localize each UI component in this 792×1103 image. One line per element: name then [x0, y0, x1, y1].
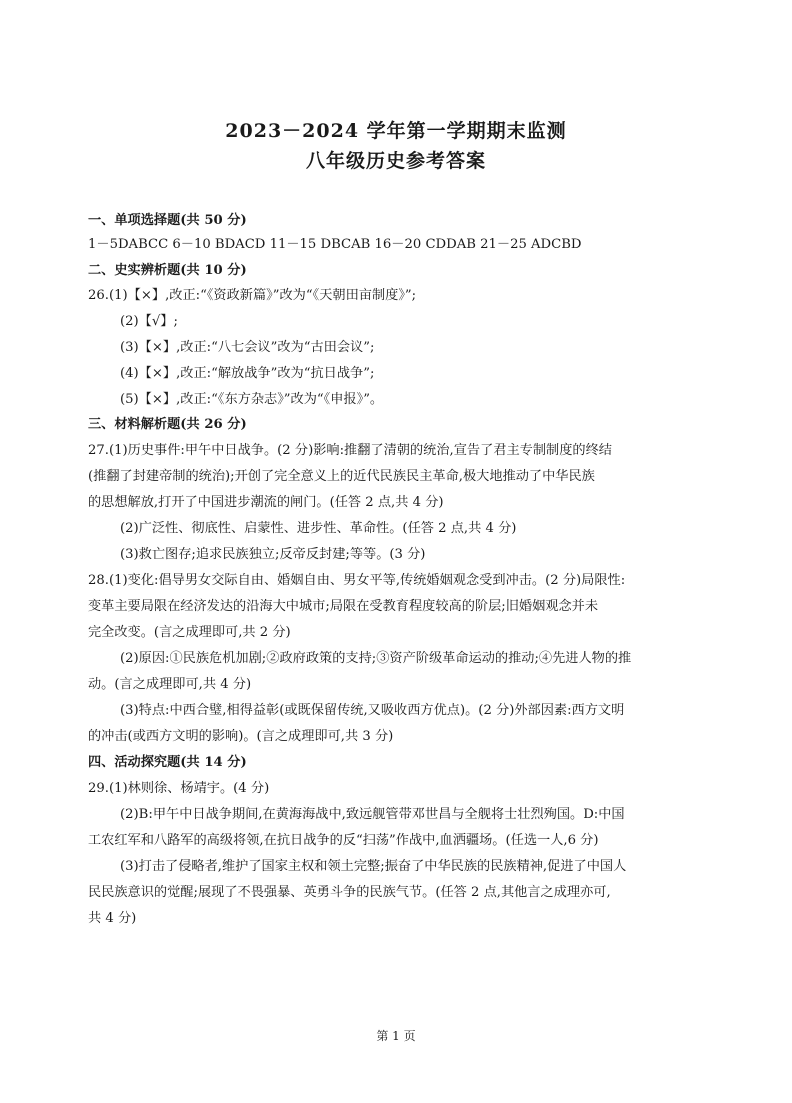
answer-line: 26.(1)【×】,改正:“《资政新篇》”改为“《天朝田亩制度》”;: [88, 288, 417, 303]
page-number: 第 1 页: [376, 1029, 416, 1043]
answer-line: 29.(1)林则徐、杨靖宇。(4 分): [88, 781, 270, 796]
answer-line: (2)B:甲午中日战争期间,在黄海海战中,致远舰管带邓世昌与全舰将士壮烈殉国。D:中国: [120, 807, 625, 822]
answer-line: (3)【×】,改正:“八七会议”改为“古田会议”;: [120, 340, 375, 355]
answer-line: 27.(1)历史事件:甲午中日战争。(2 分)影响:推翻了清朝的统治,宣告了君主专制制度的终结: [88, 443, 612, 458]
answer-line: 工农红军和八路军的高级将领,在抗日战争的反“扫荡”作战中,血洒疆场。(任选一人,6 分): [88, 833, 599, 848]
section-heading-multiple-choice: 一、单项选择题(共 50 分): [88, 213, 247, 228]
answer-line: (3)特点:中西合璧,相得益彰(或既保留传统,又吸收西方优点)。(2 分)外部因素:西方文明: [120, 703, 625, 718]
answer-line: 的思想解放,打开了中国进步潮流的闸门。(任答 2 点,共 4 分): [88, 495, 444, 510]
answer-line: (2)【√】;: [120, 314, 178, 329]
answer-line: (3)打击了侵略者,维护了国家主权和领土完整;振奋了中华民族的民族精神,促进了中国人: [120, 859, 627, 874]
answer-line: (2)广泛性、彻底性、启蒙性、进步性、革命性。(任答 2 点,共 4 分): [120, 521, 517, 536]
document-title: 2023－2024 学年第一学期期末监测: [225, 120, 567, 142]
section-heading-material-analysis: 三、材料解析题(共 26 分): [88, 417, 247, 432]
answer-line: (4)【×】,改正:“解放战争”改为“抗日战争”;: [120, 366, 375, 381]
answer-line: (5)【×】,改正:“《东方杂志》”改为“《申报》”。: [120, 392, 384, 407]
answer-line: 完全改变。(言之成理即可,共 2 分): [88, 625, 291, 640]
answer-line: 共 4 分): [88, 911, 137, 926]
answer-line: (3)救亡图存;追求民族独立;反帝反封建;等等。(3 分): [120, 547, 426, 562]
answer-line: 变革主要局限在经济发达的沿海大中城市;局限在受教育程度较高的阶层;旧婚姻观念并未: [88, 599, 599, 614]
section-heading-fact-analysis: 二、史实辨析题(共 10 分): [88, 263, 247, 278]
answer-line: 民民族意识的觉醒;展现了不畏强暴、英勇斗争的民族气节。(任答 2 点,其他言之成理亦可,: [88, 885, 611, 900]
multiple-choice-answers: 1－5DABCC 6－10 BDACD 11－15 DBCAB 16－20 CDDAB 21－25 ADCBD: [88, 237, 582, 252]
answer-line: 动。(言之成理即可,共 4 分): [88, 677, 252, 692]
section-heading-activity-inquiry: 四、活动探究题(共 14 分): [88, 755, 247, 770]
document-subtitle: 八年级历史参考答案: [305, 150, 486, 172]
answer-line: (2)原因:①民族危机加剧;②政府政策的支持;③资产阶级革命运动的推动;④先进人物的推: [120, 651, 632, 666]
answer-line: (推翻了封建帝制的统治);开创了完全意义上的近代民族民主革命,极大地推动了中华民族: [88, 469, 595, 484]
answer-line: 28.(1)变化:倡导男女交际自由、婚姻自由、男女平等,传统婚姻观念受到冲击。(2 分)局限性:: [88, 573, 626, 588]
answer-line: 的冲击(或西方文明的影响)。(言之成理即可,共 3 分): [88, 729, 394, 744]
